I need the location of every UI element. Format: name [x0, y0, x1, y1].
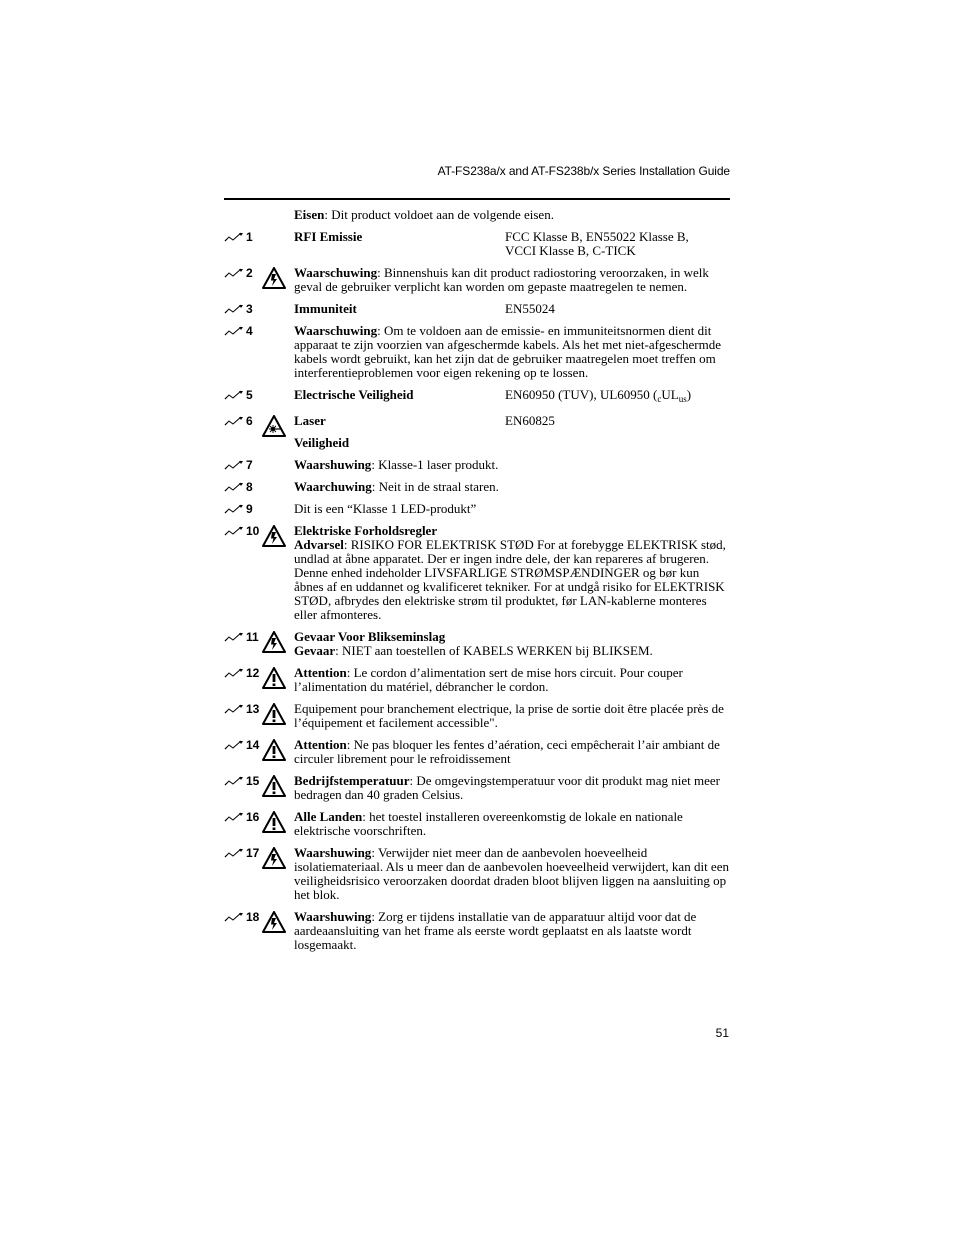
intro-text: : Dit product voldoet aan de volgende eisen.	[324, 207, 554, 222]
list-item	[224, 458, 730, 472]
item-value: FCC Klasse B, EN55022 Klasse B,	[505, 229, 689, 244]
intro-bold: Eisen	[294, 207, 325, 222]
item-bold: Attention	[294, 737, 347, 752]
list-item	[224, 666, 730, 694]
page-number: 51	[715, 1026, 729, 1040]
pen-icon	[224, 232, 244, 242]
item-value: EN55024	[505, 301, 555, 316]
item-number: 1	[246, 230, 253, 244]
item-value: EN60950 (TUV), UL60950 $(_cUL_{us})$	[505, 387, 692, 404]
item-label: RFI Emissie	[294, 229, 363, 244]
item-bold: Waarshuwing	[294, 909, 372, 924]
item-text: : Binnenshuis kan dit product radiostoring veroorzaken, in welk geval de gebruiker verplicht kan worden om gepaste maatregelen te nemen.	[294, 265, 709, 294]
header-rule	[224, 198, 730, 200]
electric-shock-warning-icon	[262, 911, 286, 933]
item-text: Equipement pour branchement electrique, la prise de sortie doit être placée près de l’équipement et facilement accessible".	[294, 701, 724, 730]
list-item	[224, 810, 730, 838]
pen-icon	[224, 504, 244, 514]
item-text: : De omgevingstemperatuur voor dit produkt mag niet meer bedragen dan 40 graden Celsius.	[294, 773, 721, 802]
list-item	[224, 702, 730, 730]
caution-icon	[262, 703, 286, 725]
pen-icon	[224, 326, 244, 336]
list-item	[224, 414, 730, 450]
item-number: 7	[246, 458, 253, 472]
list-item	[224, 230, 730, 258]
caution-icon	[262, 667, 286, 689]
item-title: Gevaar Voor Blikseminslag	[294, 629, 446, 644]
caution-icon	[262, 775, 286, 797]
item-number: 17	[246, 846, 260, 860]
item-bold: Waarchuwing	[294, 479, 372, 494]
pen-icon	[224, 704, 244, 714]
item-number: 9	[246, 502, 253, 516]
laser-warning-icon	[262, 415, 286, 437]
item-text: : Le cordon d’alimentation sert de mise hors circuit. Pour couper l’alimentation du matériel, débrancher le cordon.	[294, 665, 683, 694]
item-label: Laser	[294, 413, 326, 428]
pen-icon	[224, 416, 244, 426]
pen-icon	[224, 740, 244, 750]
item-label: Immuniteit	[294, 301, 357, 316]
pen-icon	[224, 776, 244, 786]
item-number: 15	[246, 774, 260, 788]
caution-icon	[262, 739, 286, 761]
list-item	[224, 502, 730, 516]
pen-icon	[224, 482, 244, 492]
item-number: 5	[246, 388, 253, 402]
item-bold: Advarsel	[294, 537, 344, 552]
list-item	[224, 846, 730, 902]
item-text: : het toestel installeren overeenkomstig de lokale en nationale elektrische voorschriften.	[294, 809, 683, 838]
pen-icon	[224, 848, 244, 858]
pen-icon	[224, 304, 244, 314]
item-number: 8	[246, 480, 253, 494]
electric-shock-warning-icon	[262, 267, 286, 289]
electric-shock-warning-icon	[262, 847, 286, 869]
item-bold: Waarschuwing	[294, 323, 378, 338]
item-bold: Waarshuwing	[294, 845, 372, 860]
item-bold: Waarshuwing	[294, 457, 372, 472]
item-number: 4	[246, 324, 253, 338]
item-number: 11	[246, 630, 259, 644]
item-number: 18	[246, 910, 260, 924]
item-bold: Bedrijfstemperatuur	[294, 773, 410, 788]
item-text: Dit is een “Klasse 1 LED-produkt”	[294, 501, 477, 516]
item-label: Veiligheid	[294, 435, 350, 450]
electric-shock-warning-icon	[262, 525, 286, 547]
pen-icon	[224, 460, 244, 470]
item-number: 10	[246, 524, 260, 538]
item-value: VCCI Klasse B, C-TICK	[505, 243, 636, 258]
list-item	[224, 630, 730, 658]
item-number: 6	[246, 414, 253, 428]
item-number: 13	[246, 702, 260, 716]
item-text: : Verwijder niet meer dan de aanbevolen hoeveelheid isolatiemateriaal. Als u meer dan de aanbevolen hoeveelheid verwijdert, kan dit een veiligheidsrisico veroorzaken doordat draden bloot blijven liggen na aansluiting op het blok.	[294, 845, 729, 902]
compliance-list	[224, 208, 730, 960]
list-item	[224, 266, 730, 294]
item-number: 14	[246, 738, 260, 752]
list-item	[224, 324, 730, 380]
running-header: AT-FS238a/x and AT-FS238b/x Series Installation Guide	[437, 164, 730, 178]
pen-icon	[224, 526, 244, 536]
list-item	[224, 388, 730, 406]
list-item	[224, 524, 730, 622]
item-value: EN60825	[505, 413, 555, 428]
item-text: : NIET aan toestellen of KABELS WERKEN bij BLIKSEM.	[335, 643, 653, 658]
list-item	[224, 738, 730, 766]
list-item	[224, 774, 730, 802]
caution-icon	[262, 811, 286, 833]
item-text: : Neit in de straal staren.	[371, 479, 499, 494]
item-number: 16	[246, 810, 260, 824]
item-bold: Waarschuwing	[294, 265, 378, 280]
item-text: : Om te voldoen aan de emissie- en immuniteitsnormen dient dit apparaat te zijn voorzien van afgeschermde kabels. Als het met niet-afgeschermde kabels wordt gebruikt, kan het zijn dat de gebruiker maatregelen moet treffen om interferentieproblemen voor eigen rekening op te lossen.	[294, 323, 722, 380]
intro-row	[224, 208, 730, 222]
item-text: : Ne pas bloquer les fentes d’aération, ceci empêcherait l’air ambiant de circuler librement pour le refroidissement	[294, 737, 720, 766]
list-item	[224, 480, 730, 494]
pen-icon	[224, 812, 244, 822]
pen-icon	[224, 632, 244, 642]
list-item	[224, 302, 730, 316]
item-bold: Alle Landen	[294, 809, 363, 824]
item-bold: Attention	[294, 665, 347, 680]
item-title: Elektriske Forholdsregler	[294, 523, 438, 538]
pen-icon	[224, 912, 244, 922]
item-number: 2	[246, 266, 253, 280]
item-text: : Zorg er tijdens installatie van de apparatuur altijd voor dat de aardeaansluiting van het frame als eerste wordt geplaatst en als laatste wordt losgemaakt.	[294, 909, 697, 952]
pen-icon	[224, 668, 244, 678]
item-number: 3	[246, 302, 253, 316]
pen-icon	[224, 268, 244, 278]
electric-shock-warning-icon	[262, 631, 286, 653]
list-item	[224, 910, 730, 952]
item-number: 12	[246, 666, 260, 680]
pen-icon	[224, 390, 244, 400]
item-bold: Gevaar	[294, 643, 336, 658]
item-text: : Klasse-1 laser produkt.	[371, 457, 499, 472]
item-label: Electrische Veiligheid	[294, 387, 414, 402]
item-text: : RISIKO FOR ELEKTRISK STØD For at forebygge ELEKTRISK stød, undlad at åbne apparatet. Der er ingen indre dele, der kan repareres af brugeren. Denne enhed indeholder LIVSFARLIGE STRØMSPÆNDINGER og bør kun åbnes af en uddannet og kvalificeret tekniker. For at undgå risiko for ELEKTRISK STØD, afbrydes den elektriske strøm til produktet, før LAN-kablerne monteres eller afmonteres.	[294, 537, 726, 622]
